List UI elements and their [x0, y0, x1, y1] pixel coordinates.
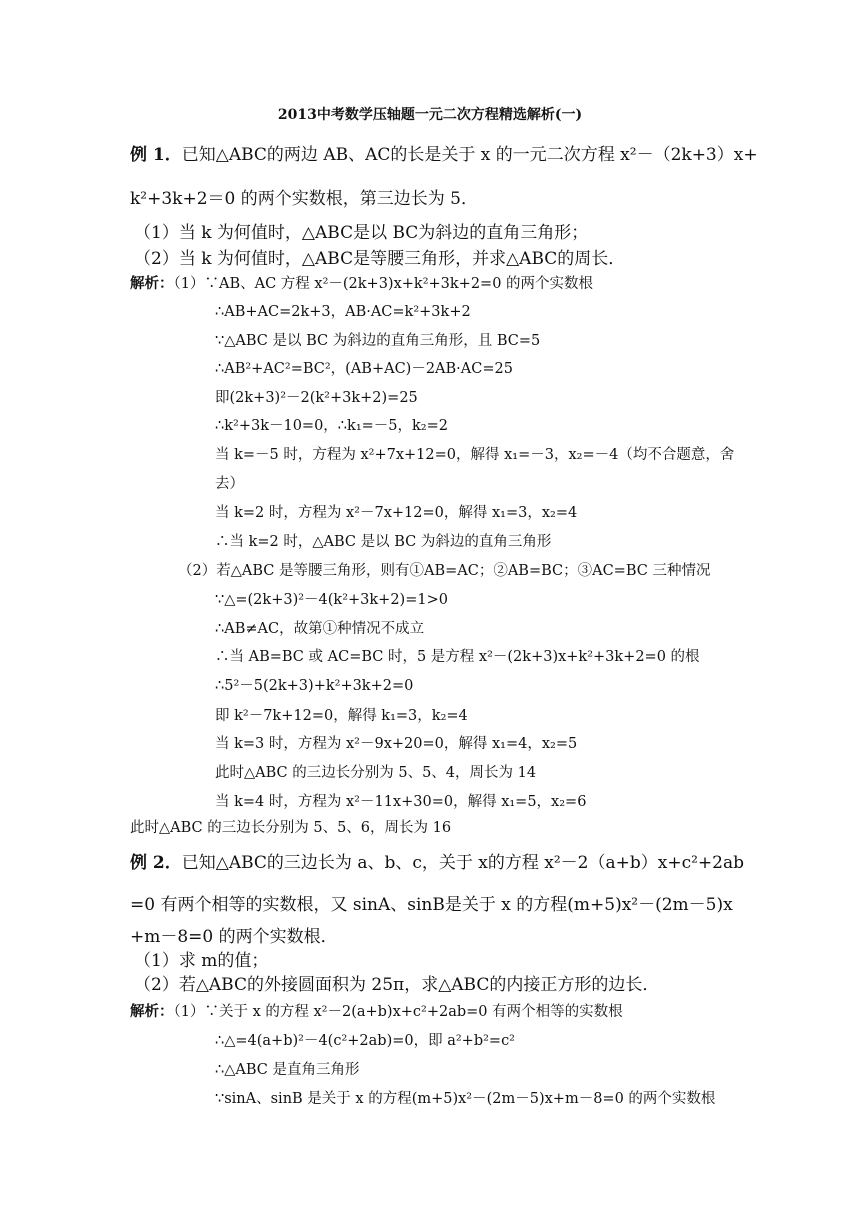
solution-2-text-0: （1）∵关于 x 的方程 x²－2(a+b)x+c²+2ab=0 有两个相等的实数根	[173, 1004, 623, 1020]
solution-1-line-13: ∴当 AB=BC 或 AC=BC 时，5 是方程 x²－(2k+3)x+k²+3k+2=0 的根	[215, 649, 700, 665]
solution-1-line-14: ∴5²－5(2k+3)+k²+3k+2=0	[215, 678, 414, 694]
example-1-question-2: （2）当 k 为何值时，△ABC是等腰三角形，并求△ABC的周长．	[134, 249, 626, 269]
example-1-text-1: 已知△ABC的两边 AB、AC的长是关于 x 的一元二次方程 x²－（2k+3）x+	[181, 145, 758, 165]
solution-1-line-7: 去）	[215, 476, 244, 492]
solution-2-line-1: ∴△=4(a+b)²－4(c²+2ab)=0，即 a²+b²=c²	[215, 1033, 515, 1049]
example-2-question-2: （2）若△ABC的外接圆面积为 25π，求△ABC的内接正方形的边长．	[134, 975, 660, 995]
example-2-text-1: 已知△ABC的三边长为 a、b、c，关于 x的方程 x²－2（a+b）x+c²+2ab	[181, 853, 744, 873]
solution-1-line-17: 此时△ABC 的三边长分别为 5、5、4，周长为 14	[215, 765, 537, 781]
solution-1-line-0	[130, 272, 593, 293]
example-1-question-1: （1）当 k 为何值时，△ABC是以 BC为斜边的直角三角形；	[134, 223, 589, 243]
solution-1-line-8: 当 k=2 时，方程为 x²－7x+12=0，解得 x₁=3，x₂=4	[215, 505, 578, 521]
document-title: 2013中考数学压轴题一元二次方程精选解析(一)	[277, 107, 583, 123]
example-1-label: 例 1．	[130, 145, 182, 165]
solution-1-line-15: 即 k²－7k+12=0，解得 k₁=3，k₂=4	[215, 708, 468, 724]
solution-1-line-5: ∴k²+3k－10=0，∴k₁=－5，k₂=2	[215, 418, 448, 434]
solution-2-line-0	[130, 1000, 623, 1021]
solution-1-line-9: ∴当 k=2 时，△ABC 是以 BC 为斜边的直角三角形	[215, 534, 552, 550]
solution-1-line-19: 此时△ABC 的三边长分别为 5、5、6，周长为 16	[130, 820, 452, 836]
example-2-label: 例 2．	[130, 853, 182, 873]
solution-1-line-4: 即(2k+3)²－2(k²+3k+2)=25	[215, 390, 418, 406]
solution-1-line-1: ∴AB+AC=2k+3，AB·AC=k²+3k+2	[215, 304, 471, 320]
example-1-line-2: k²+3k+2＝0 的两个实数根，第三边长为 5．	[130, 189, 478, 209]
solution-1-line-11: ∵△=(2k+3)²－4(k²+3k+2)=1>0	[215, 592, 448, 608]
solution-1-line-2: ∵△ABC 是以 BC 为斜边的直角三角形，且 BC=5	[215, 333, 541, 349]
example-2-line-3: +m－8=0 的两个实数根．	[130, 927, 338, 947]
solution-1-text-0: （1）∵AB、AC 方程 x²－(2k+3)x+k²+3k+2=0 的两个实数根	[173, 276, 594, 292]
example-1-line-1	[130, 140, 758, 165]
solution-1-line-10: （2）若△ABC 是等腰三角形，则有①AB=AC；②AB=BC；③AC=BC 三种情况	[178, 563, 711, 579]
solution-1-line-18: 当 k=4 时，方程为 x²－11x+30=0，解得 x₁=5，x₂=6	[215, 794, 587, 810]
solution-1-line-6: 当 k=－5 时，方程为 x²+7x+12=0，解得 x₁=－3，x₂=－4（均不合题意，舍	[215, 447, 735, 463]
solution-2-line-3: ∵sinA、sinB 是关于 x 的方程(m+5)x²－(2m－5)x+m－8=0 的两个实数根	[215, 1091, 716, 1107]
solution-1-label: 解析：	[130, 275, 174, 292]
example-2-line-2: =0 有两个相等的实数根，又 sinA、sinB是关于 x 的方程(m+5)x²－(2m－5)x	[130, 895, 733, 915]
example-2-question-1: （1）求 m的值；	[134, 951, 269, 971]
solution-2-line-2: ∴△ABC 是直角三角形	[215, 1062, 360, 1078]
example-2-line-1	[130, 848, 744, 873]
solution-2-label: 解析：	[130, 1003, 174, 1020]
solution-1-line-16: 当 k=3 时，方程为 x²－9x+20=0，解得 x₁=4，x₂=5	[215, 736, 578, 752]
solution-1-line-12: ∴AB≠AC，故第①种情况不成立	[215, 621, 425, 637]
solution-1-line-3: ∴AB²+AC²=BC²，(AB+AC)－2AB·AC=25	[215, 361, 513, 377]
